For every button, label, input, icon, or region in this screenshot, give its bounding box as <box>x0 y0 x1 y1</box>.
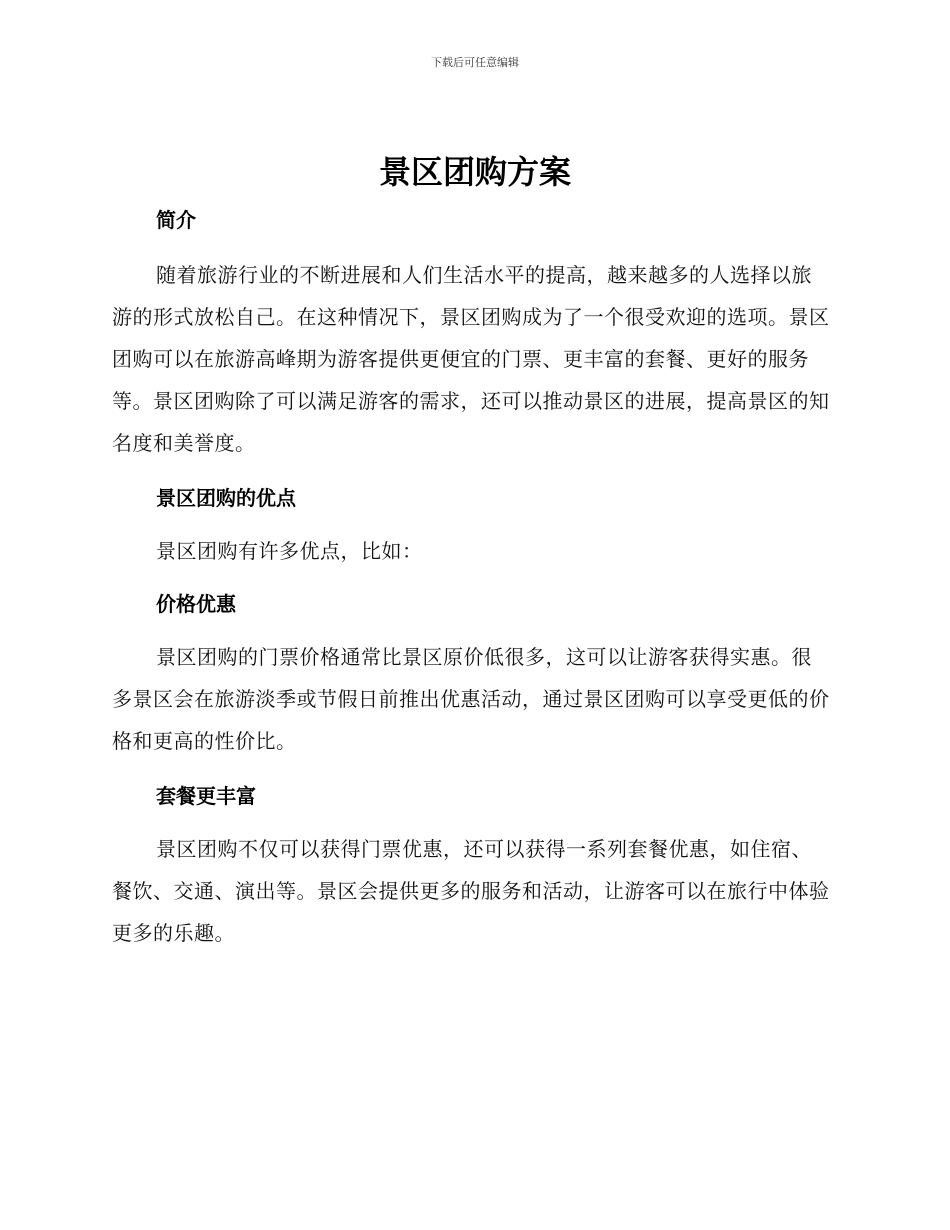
document-body <box>112 200 832 954</box>
paragraph-advantages: 景区团购有许多优点，比如： <box>156 539 423 563</box>
section-heading-price: 价格优惠 <box>156 592 236 616</box>
paragraph-intro: 随着旅游行业的不断进展和人们生活水平的提高，越来越多的人选择以旅游的形式放松自己。在这种情况下，景区团购成为了一个很受欢迎的选项。景区团购可以在旅游高峰期为游客提供更便宜的门票、更丰富的套餐、更好的服务等。景区团购除了可以满足游客的需求，还可以推动景区的进展，提高景区的知名度和美誉度。 <box>112 263 830 455</box>
section-heading-advantages: 景区团购的优点 <box>156 486 296 510</box>
header-note: 下载后可任意编辑 <box>431 56 519 69</box>
document-title: 景区团购方案 <box>378 153 571 191</box>
paragraph-package: 景区团购不仅可以获得门票优惠，还可以获得一系列套餐优惠，如住宿、餐饮、交通、演出等。景区会提供更多的服务和活动，让游客可以在旅行中体验更多的乐趣。 <box>112 837 830 945</box>
section-heading-intro: 简介 <box>156 208 196 232</box>
section-heading-package: 套餐更丰富 <box>156 784 256 808</box>
paragraph-price: 景区团购的门票价格通常比景区原价低很多，这可以让游客获得实惠。很多景区会在旅游淡季或节假日前推出优惠活动，通过景区团购可以享受更低的价格和更高的性价比。 <box>112 645 830 753</box>
